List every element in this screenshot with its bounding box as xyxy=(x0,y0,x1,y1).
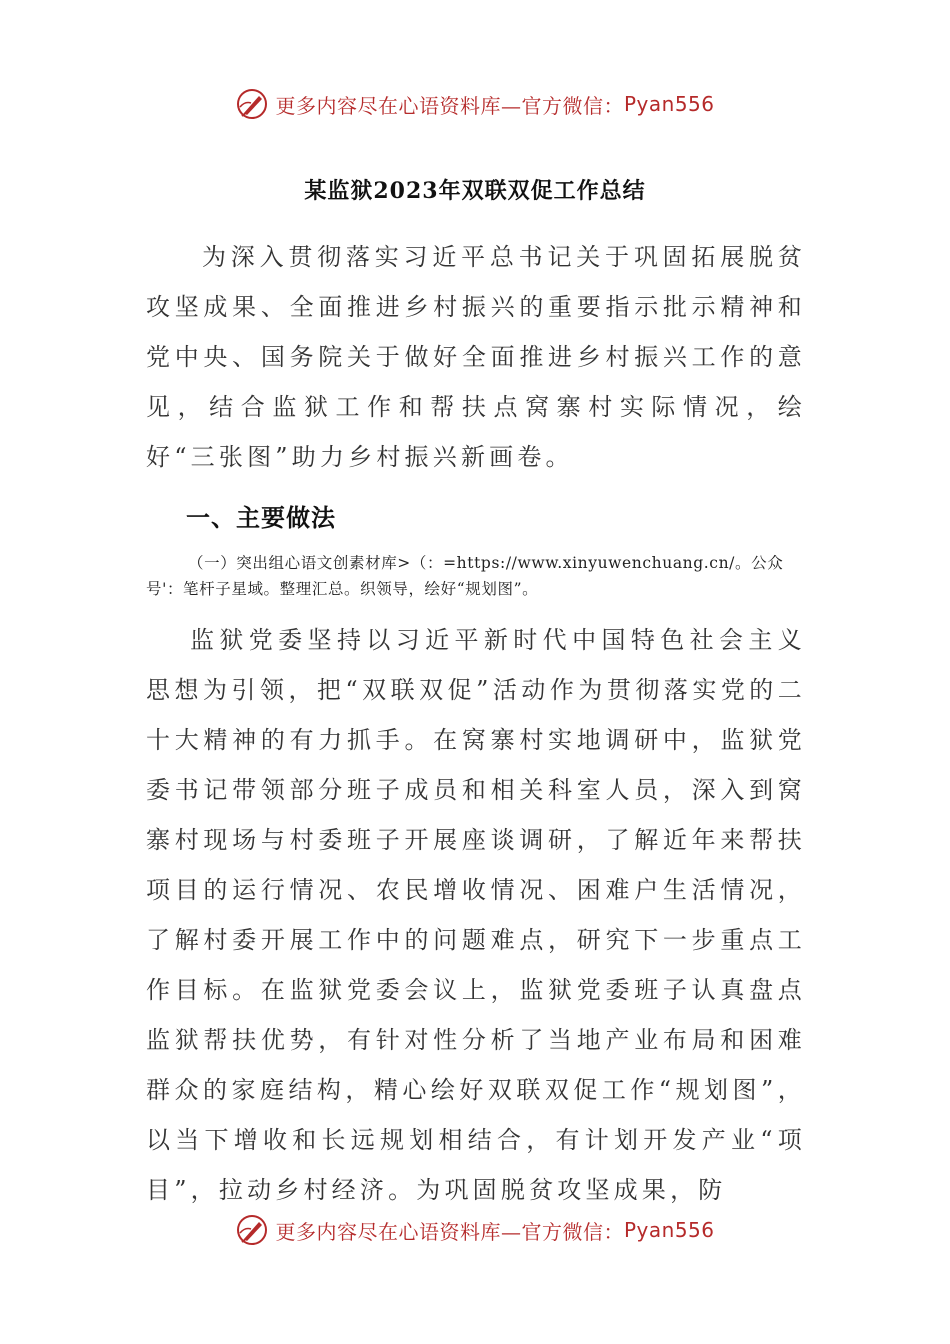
watermark-handle: Pyan556 xyxy=(623,92,715,116)
body-paragraph: 监狱党委坚持以习近平新时代中国特色社会主义思想为引领，把“双联双促”活动作为贯彻落实党的二十大精神的有力抓手。在窝寨村实地调研中，监狱党委书记带领部分班子成员和相关科室人员，深入到窝寨村现场与村委班子开展座谈调研，了解近年来帮扶项目的运行情况、农民增收情况、困难户生活情况，了解村委开展工作中的问题难点，研究下一步重点工作目标。在监狱党委会议上，监狱党委班子认真盘点监狱帮扶优势，有针对性分析了当地产业布局和困难群众的家庭结构，精心绘好双联双促工作“规划图”，以当下增收和长远规划相结合，有计划开发产业“项目”，拉动乡村经济。为巩固脱贫攻坚成果，防 xyxy=(146,626,806,1204)
watermark-banner-top xyxy=(0,84,950,124)
watermark-banner-bottom xyxy=(0,1210,950,1250)
quill-pen-logo-icon xyxy=(235,1213,269,1247)
watermark-text: 更多内容尽在心语资料库—官方微信： xyxy=(275,93,624,118)
quill-pen-logo-icon xyxy=(235,87,269,121)
section-heading: 一、主要做法 xyxy=(186,503,336,532)
document-title: 某监狱2023年双联双促工作总结 xyxy=(304,178,646,204)
watermark-handle: Pyan556 xyxy=(623,1218,715,1242)
watermark-text: 更多内容尽在心语资料库—官方微信： xyxy=(275,1219,624,1244)
subsection-heading: （一）突出组心语文创素材库>（：=https://www.xinyuwenchuang.cn/。公众号'：笔杆子星域。整理汇总。织领导，绘好“规划图”。 xyxy=(146,554,784,598)
intro-paragraph: 为深入贯彻落实习近平总书记关于巩固拓展脱贫攻坚成果、全面推进乡村振兴的重要指示批示精神和党中央、国务院关于做好全面推进乡村振兴工作的意见，结合监狱工作和帮扶点窝寨村实际情况，绘好“三张图”助力乡村振兴新画卷。 xyxy=(146,243,806,471)
